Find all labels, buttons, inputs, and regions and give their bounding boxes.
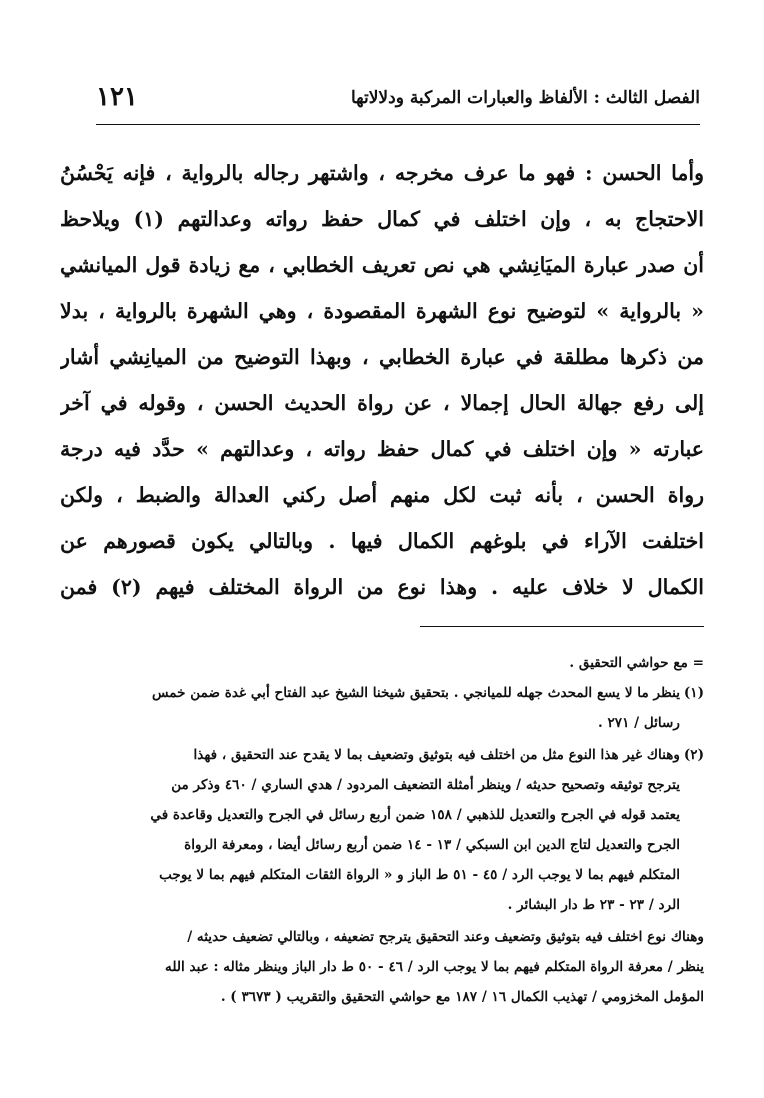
footnote-line: رسائل / ٢٧١ . (598, 715, 680, 731)
page-number: ١٢١ (96, 82, 138, 112)
footnote-line: ينظر / معرفة الرواة المتكلم فيهم بما لا يوجب الرد / ٤٦ - ٥٠ ط دار الباز وينظر مثاله : عبد الله (165, 959, 704, 975)
text-line: عبارته « وإن اختلف في كمال حفظ رواته ، وعدالتهم » حدَّد فيه درجة (60, 437, 704, 461)
running-title: الفصل الثالث : الألفاظ والعبارات المركبة ودلالاتها (350, 88, 700, 108)
text-line: إلى رفع جهالة الحال إجمالا ، عن رواة الحديث الحسن ، وقوله في آخر (60, 391, 704, 415)
footnote-continuation: = مع حواشي التحقيق . (569, 655, 704, 671)
text-line: وأما الحسن : فهو ما عرف مخرجه ، واشتهر رجاله بالرواية ، فإنه يَحْسُنُ (60, 161, 704, 185)
footnotes (60, 648, 704, 1012)
footnote-2 (60, 740, 704, 920)
text-line: « بالرواية » لتوضيح نوع الشهرة المقصودة ، وهي الشهرة بالرواية ، بدلا (60, 299, 704, 323)
footnote-line: الرد / ٢٣ - ٢٣ ط دار البشائر . (507, 897, 680, 913)
text-line: اختلفت الآراء في بلوغهم الكمال فيها . وبالتالي يكون قصورهم عن (60, 529, 704, 553)
footnote-line: وهناك نوع اختلف فيه بتوثيق وتضعيف وعند التحقيق يترجح تضعيفه ، وبالتالي تضعيف حديثه / (187, 929, 704, 945)
footnote-line: المؤمل المخزومي / تهذيب الكمال ١٦ / ١٨٧ مع حواشي التحقيق والتقريب ( ٣٦٧٣ ) . (220, 989, 704, 1005)
main-text (60, 150, 704, 610)
footnote-1 (60, 678, 704, 738)
text-line: أن صدر عبارة الميَانِشي هي نص تعريف الخطابي ، مع زيادة قول الميانشي (60, 253, 704, 277)
header-rule (96, 124, 700, 125)
footnote-line: ينظر ما لا يسع المحدث جهله للميانجي . بتحقيق شيخنا الشيخ عبد الفتاح أبي غدة ضمن خمس (151, 685, 680, 701)
footnote-line: يعتمد قوله في الجرح والتعديل للذهبي / ١٥٨ ضمن أربع رسائل في الجرح والتعديل وقاعدة في (150, 807, 680, 823)
footnote-2-mark: (٢) (683, 747, 704, 763)
text-line: رواة الحسن ، بأنه ثبت لكل منهم أصل ركني العدالة والضبط ، ولكن (60, 483, 704, 507)
footnote-line: وهناك غير هذا النوع مثل من اختلف فيه بتوثيق وتضعيف بما لا يقدح عند التحقيق ، فهذا (193, 747, 680, 763)
footnote-line: المتكلم فيهم بما لا يوجب الرد / ٤٥ - ٥١ ط الباز و « الرواة الثقات المتكلم فيهم بما لا يوجب (159, 867, 680, 883)
footnote-1-mark: (١) (683, 685, 704, 701)
text-line: من ذكرها مطلقة في عبارة الخطابي ، وبهذا التوضيح من الميانِشي أشار (60, 345, 704, 369)
page-header (96, 78, 700, 124)
footnote-line: الجرح والتعديل لتاج الدين ابن السبكي / ١٣ - ١٤ ضمن أربع رسائل أيضا ، ومعرفة الرواة (184, 837, 680, 853)
footnote-separator (420, 626, 704, 627)
text-line: الكمال لا خلاف عليه . وهذا نوع من الرواة المختلف فيهم (٢) فمن (60, 575, 704, 599)
footnote-line: يترجح توثيقه وتصحيح حديثه / وينظر أمثلة التضعيف المردود / هدي الساري / ٤٦٠ وذكر من (171, 777, 680, 793)
text-line: الاحتجاج به ، وإن اختلف في كمال حفظ رواته وعدالتهم (١) ويلاحظ (60, 207, 704, 231)
